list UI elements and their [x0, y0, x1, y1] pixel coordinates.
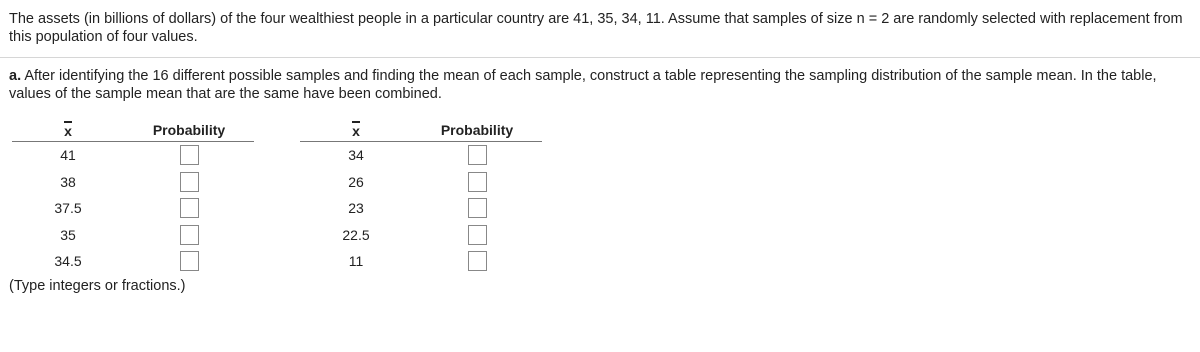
xbar-value: 35: [60, 226, 76, 243]
section-divider: [0, 57, 1200, 58]
probability-input[interactable]: [468, 251, 487, 271]
input-instructions: (Type integers or fractions.): [9, 278, 186, 294]
probability-cell: [124, 169, 254, 196]
probability-cell: [412, 222, 542, 249]
xbar-value: 34.5: [54, 253, 82, 270]
sampling-distribution-table-right: [300, 119, 542, 275]
table-row: [300, 222, 542, 249]
xbar-value: 38: [60, 173, 76, 190]
table-row: [300, 195, 542, 222]
probability-input[interactable]: [468, 145, 487, 165]
probability-cell: [412, 169, 542, 196]
table-row: [12, 169, 254, 196]
xbar-value: 22.5: [342, 226, 370, 243]
part-a-instructions: [9, 67, 1189, 103]
probability-header: Probability: [124, 119, 254, 142]
table-row: [300, 142, 542, 169]
xbar-header: x: [300, 119, 412, 142]
probability-cell: [412, 248, 542, 275]
xbar-value: 23: [348, 200, 364, 217]
probability-input[interactable]: [180, 251, 199, 271]
probability-cell: [124, 195, 254, 222]
probability-cell: [124, 222, 254, 249]
xbar-value: 11: [348, 253, 364, 270]
probability-cell: [412, 195, 542, 222]
table-row: [12, 142, 254, 169]
probability-input[interactable]: [468, 172, 487, 192]
xbar-value: 37.5: [54, 200, 82, 217]
part-a-text: After identifying the 16 different possible samples and finding the mean of each sample, construct a table representing the sampling distribution of the sample mean. In the table, values of the sample mean that are the same have been combined.: [9, 68, 1157, 102]
probability-input[interactable]: [468, 225, 487, 245]
table-row: [300, 248, 542, 275]
xbar-header: x: [12, 119, 124, 142]
xbar-value: 34: [348, 147, 364, 164]
table-row: [12, 222, 254, 249]
probability-input[interactable]: [180, 198, 199, 218]
table-row: [300, 169, 542, 196]
probability-input[interactable]: [180, 145, 199, 165]
probability-cell: [412, 142, 542, 169]
xbar-value: 26: [348, 173, 364, 190]
table-row: [12, 195, 254, 222]
probability-cell: [124, 142, 254, 169]
xbar-value: 41: [60, 147, 76, 164]
probability-input[interactable]: [180, 172, 199, 192]
probability-input[interactable]: [180, 225, 199, 245]
probability-input[interactable]: [468, 198, 487, 218]
problem-statement: The assets (in billions of dollars) of the four wealthiest people in a particular country are 41, 35, 34, 11. Assume that samples of size n = 2 are randomly selected with replacement from this population of four values.: [9, 11, 1183, 45]
probability-header: Probability: [412, 119, 542, 142]
part-a-label: a.: [9, 68, 22, 84]
probability-cell: [124, 248, 254, 275]
table-row: [12, 248, 254, 275]
sampling-distribution-table-left: [12, 119, 254, 275]
